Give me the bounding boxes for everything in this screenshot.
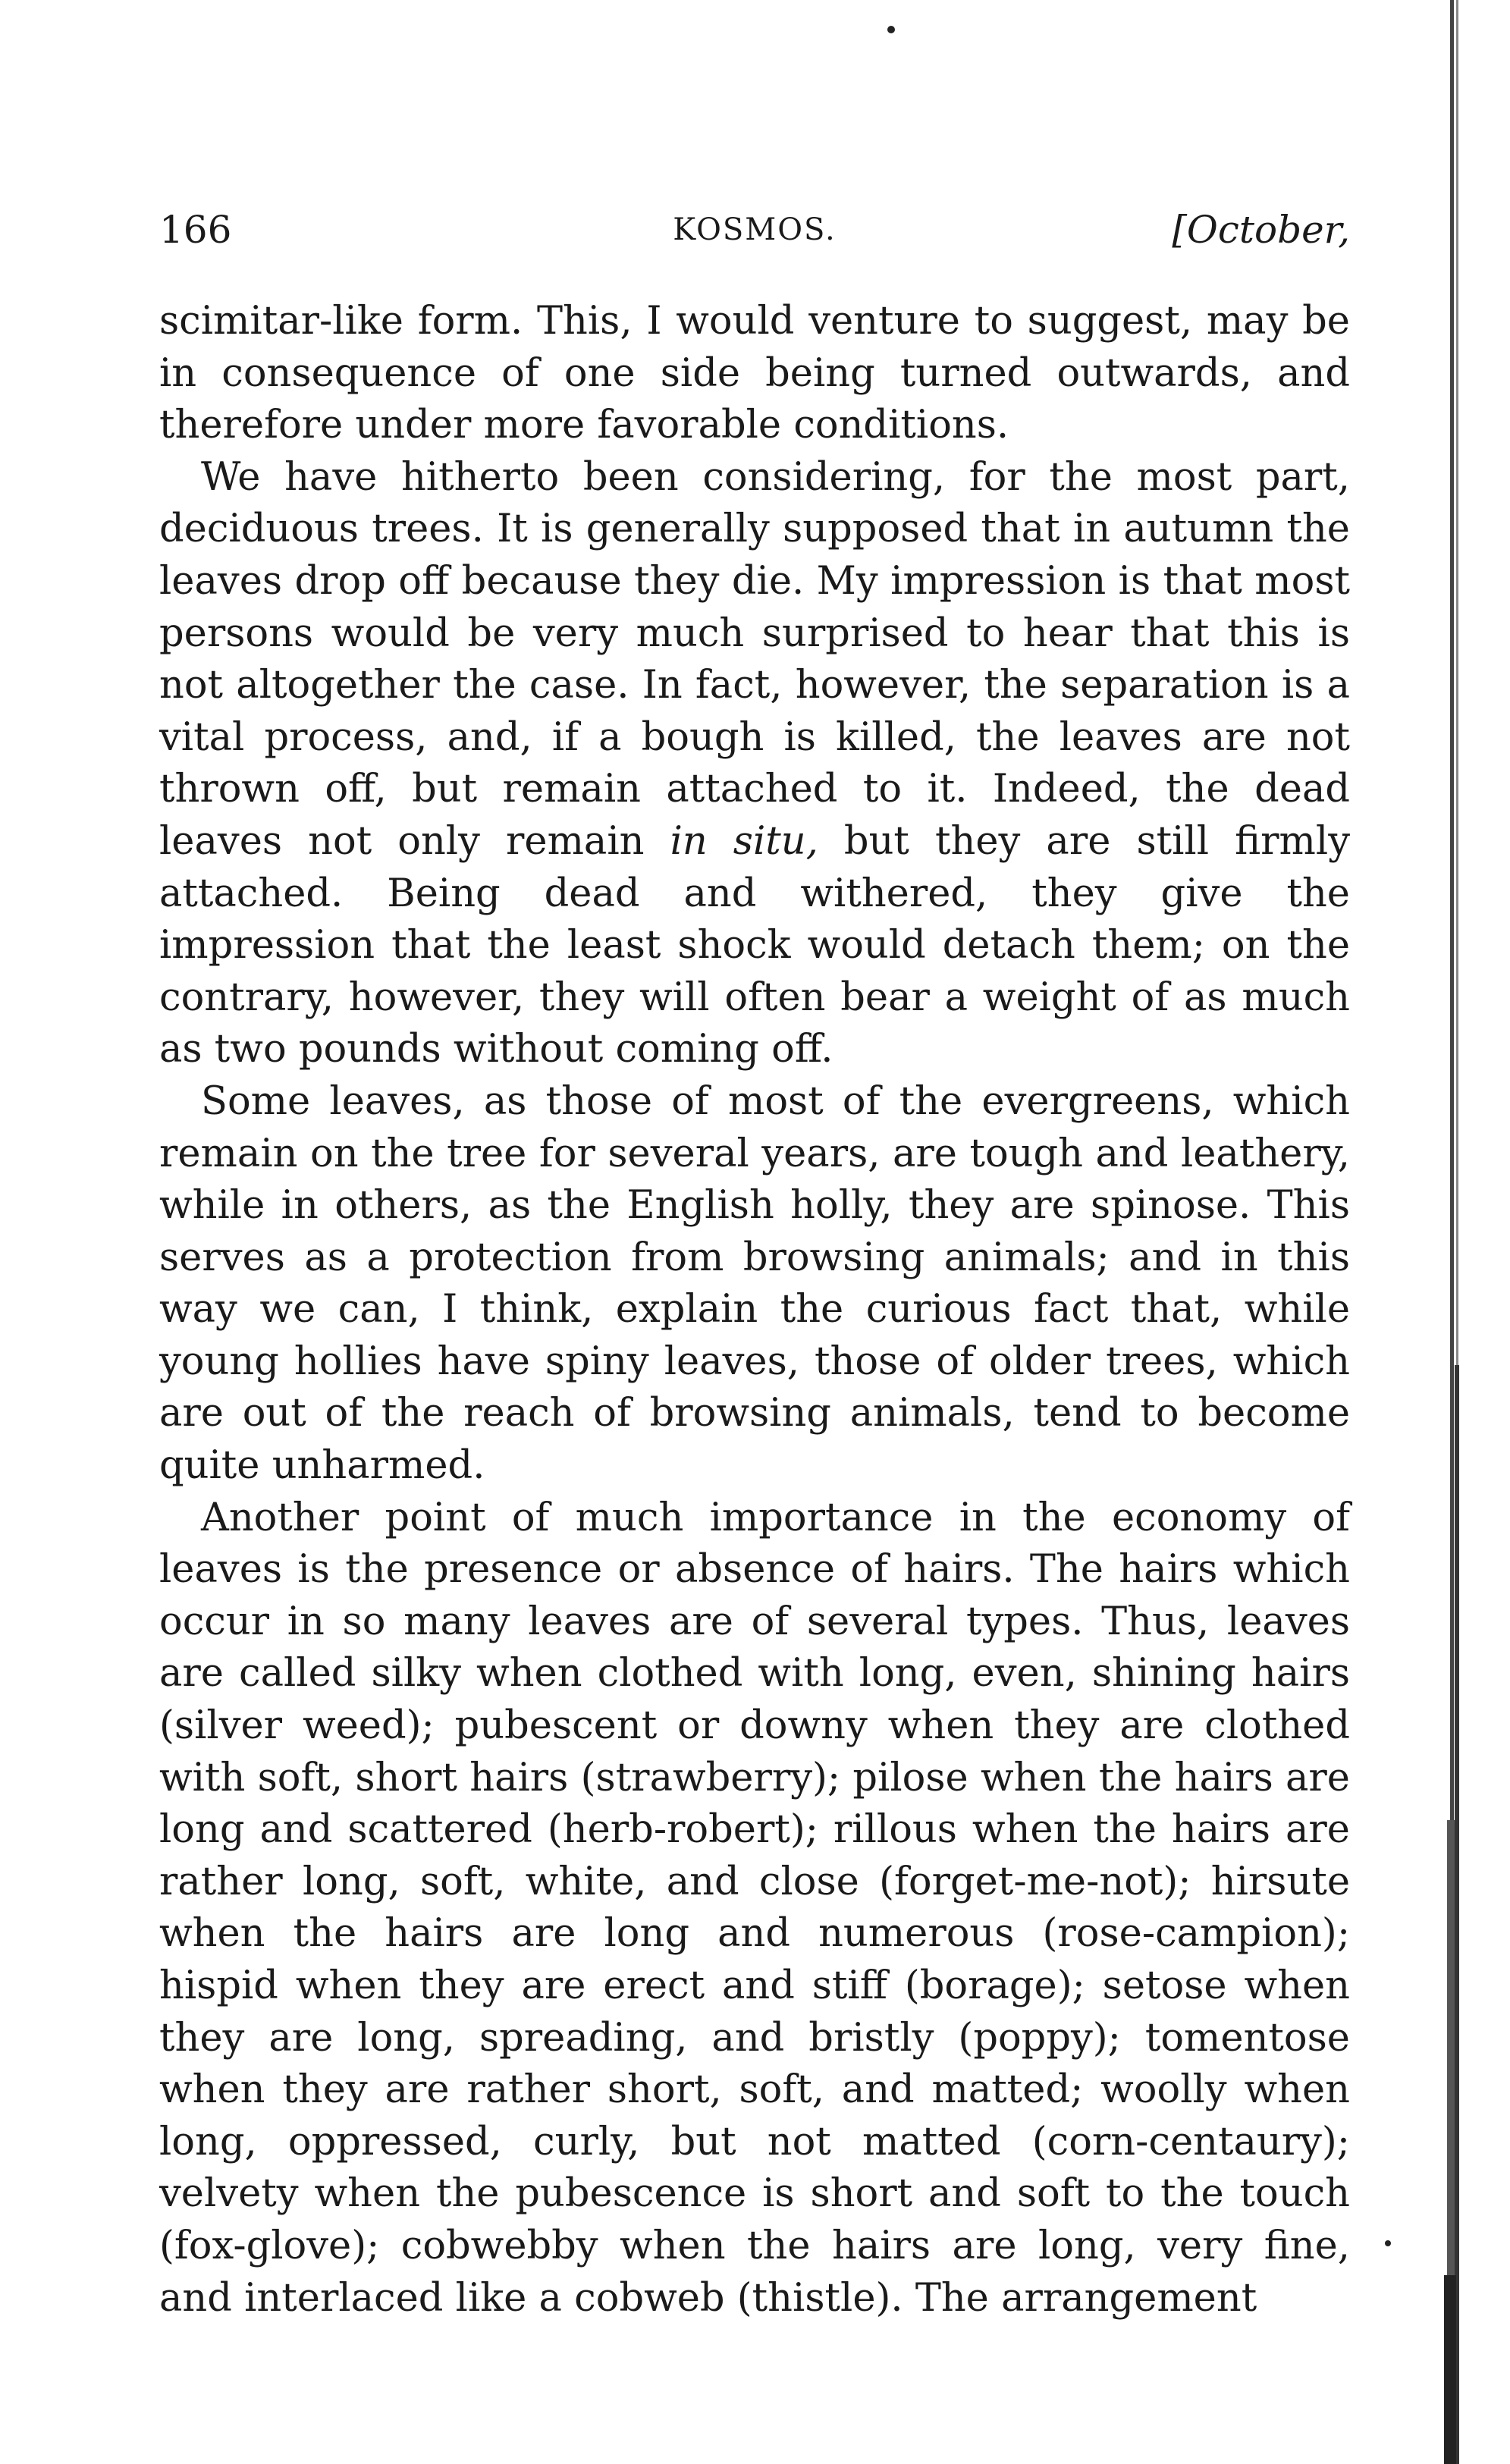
- paragraph-2-text-b: but they are still firmly attached. Being dead and withered, they give the impression that the least shock would detach them; on the contrary, however, they will often bear a weight of as much as two pounds without coming off.: [159, 818, 1351, 1072]
- journal-title: KOSMOS.: [673, 212, 837, 247]
- ink-speck-margin: [1385, 2240, 1391, 2246]
- paragraph-2-italic: in situ,: [670, 818, 818, 864]
- paragraph-2-text-a: We have hitherto been considering, for the most part, deciduous trees. It is generally supposed that in autumn the leaves drop off because they die. My impression is that most persons would be very much surprised to hear that this is not altogether the case. In fact, however, the separation is a vital process, and, if a bough is killed, the leaves are not thrown off, but remain attached to it. Indeed, the dead leaves not only remain: [159, 454, 1350, 864]
- paragraph-2: [159, 452, 1350, 1076]
- article-body: [159, 296, 1350, 2324]
- page-edge-shadow: [1433, 0, 1510, 2464]
- issue-month: [October,: [1172, 208, 1350, 252]
- paragraph-3: Some leaves, as those of most of the evergreens, which remain on the tree for several years, are tough and leathery, while in others, as the English holly, they are spinose. This serves as a protection from browsing animals; and in this way we can, I think, explain the curious fact that, while young hollies have spiny leaves, those of older trees, which are out of the reach of browsing animals, tend to become quite unharmed.: [159, 1078, 1350, 1489]
- running-head: [159, 203, 1350, 256]
- ink-speck: [887, 26, 895, 33]
- page-number: 166: [159, 208, 232, 252]
- paragraph-4: Another point of much importance in the economy of leaves is the presence or absence of hairs. The hairs which occur in so many leaves are of several types. Thus, leaves are called silky when clothed with long, even, shining hairs (silver weed); pubescent or downy when they are clothed with soft, short hairs (strawberry); pilose when the hairs are long and scattered (herb-robert); rillous when the hairs are rather long, soft, white, and close (forget-me-not); hirsute when the hairs are long and numerous (rose-campion); hispid when they are erect and stiff (borage); setose when they are long, spreading, and bristly (poppy); tomentose when they are rather short, soft, and matted; woolly when long, oppressed, curly, but not matted (corn-centaury); velvety when the pubescence is short and soft to the touch (fox-glove); cobwebby when the hairs are long, very fine, and interlaced like a cobweb (thistle). The arrangement: [159, 1495, 1350, 2321]
- paragraph-1: scimitar-like form. This, I would venture to suggest, may be in consequence of one side being turned outwards, and therefore under more favorable conditions.: [159, 299, 1350, 448]
